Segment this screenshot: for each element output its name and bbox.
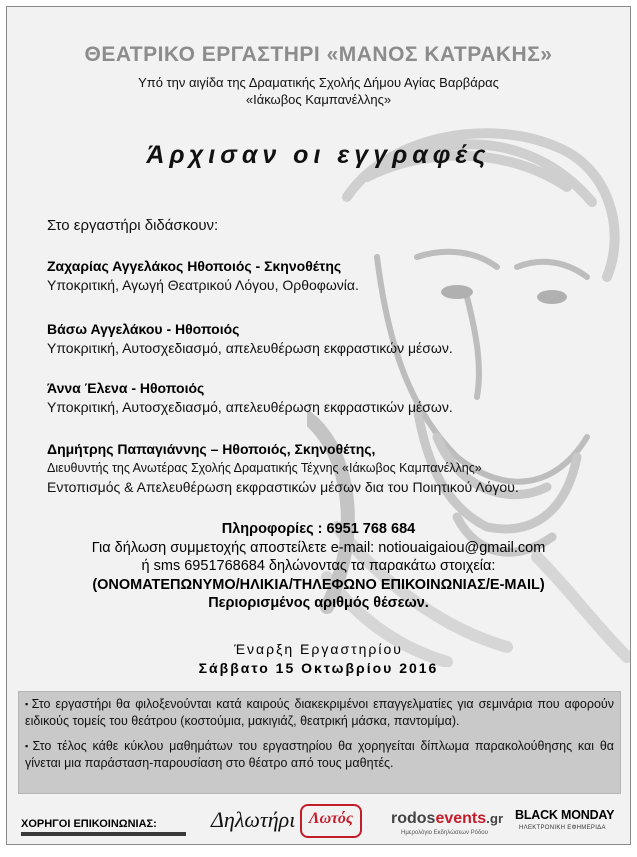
workshop-title: ΘΕΑΤΡΙΚΟ ΕΡΓΑΣΤΗΡΙ «ΜΑΝΟΣ ΚΑΤΡΑΚΗΣ» (84, 43, 553, 66)
auspices-text (7, 74, 630, 108)
teacher-role: Διευθυντής της Ανωτέρας Σχολής Δραματικής Τέχνης «Ιάκωβος Καμπανέλλης» (47, 461, 482, 475)
teacher-name: Άννα Έλενα - Ηθοποιός (47, 380, 205, 396)
start-date: Σάββατο 15 Οκτωβρίου 2016 (198, 660, 439, 676)
logo-text: Λωτός (308, 810, 354, 827)
sponsors-underline (21, 832, 186, 836)
auspices-line-1: Υπό την αιγίδα της Δραματικής Σχολής Δήμου Αγίας Βαρβάρας (138, 75, 499, 90)
teacher-subjects: Εντοπισμός & Απελευθέρωση εκφραστικών μέσων δια του Ποιητικού Λόγου. (47, 479, 519, 495)
poster (6, 6, 631, 845)
sponsors-label: ΧΟΡΗΓΟΙ ΕΠΙΚΟΙΝΩΝΙΑΣ: (21, 818, 157, 830)
sponsor-logo-dilotiri (197, 804, 296, 838)
info-phone: Πληροφορίες : 6951 768 684 (221, 521, 416, 537)
auspices-line-2: «Ιάκωβος Καμπανέλλης» (245, 92, 392, 107)
teacher-subjects: Υποκριτική, Αυτοσχεδιασμό, απελευθέρωση εκφραστικών μέσων. (47, 340, 453, 356)
logo-subtext: Ημερολόγιο Εκδηλώσεων Ρόδου (401, 830, 488, 836)
teacher-entry (47, 379, 453, 417)
logo-accent: events (435, 810, 487, 827)
logo-text: BLACK MONDAY (515, 808, 615, 822)
info-email: Για δήλωση συμμετοχής αποστείλετε e-mail: notiouaigaiou@gmail.com (91, 539, 546, 556)
teacher-subjects: Υποκριτική, Αγωγή Θεατρικού Λόγου, Ορθοφωνία. (47, 277, 359, 293)
teacher-entry (47, 320, 453, 358)
contact-info (7, 520, 630, 613)
logo-text: Δηλωτήρι (211, 807, 296, 832)
logo-ext: .gr (486, 811, 504, 826)
sponsor-logo-rodosevents (379, 804, 509, 838)
logo-subtext: ΗΛΕΚΤΡΟΝΙΚΗ ΕΦΗΜΕΡΙΔΑ (519, 825, 606, 831)
info-sms: ή sms 6951768684 δηλώνοντας τα παρακάτω στοιχεία: (141, 558, 496, 574)
bullet-icon: ▪ (25, 741, 31, 751)
teacher-entry (47, 257, 359, 295)
teacher-name: Δημήτρης Παπαγιάννης – Ηθοποιός, Σκηνοθέτης, (47, 441, 376, 457)
note-text: Στο εργαστήρι θα φιλοξενούνται κατά καιρούς διακεκριμένοι επαγγελματίες για σεμινάρια που αφορούν ειδικούς τομείς του θεάτρου (κοστούμια, μακιγιάζ, θεατρική μάσκα, παντομίμα). (25, 697, 614, 728)
teacher-subjects: Υποκριτική, Αυτοσχεδιασμό, απελευθέρωση εκφραστικών μέσων. (47, 399, 453, 415)
info-limited-seats: Περιορισμένος αριθμός θέσεων. (208, 595, 429, 611)
teacher-name: Βάσω Αγγελάκου - Ηθοποιός (47, 321, 240, 337)
logo-text (391, 810, 503, 828)
bullet-icon: ▪ (25, 699, 30, 709)
registration-headline: Άρχισαν οι εγγραφές (146, 141, 491, 169)
teacher-entry (47, 440, 519, 497)
logo-main: rodos (391, 810, 436, 827)
note-paragraph (25, 696, 614, 730)
media-sponsors (7, 802, 630, 842)
info-fields: (ΟΝΟΜΑΤΕΠΩΝΥΜΟ/ΗΛΙΚΙΑ/ΤΗΛΕΦΩΝΟ ΕΠΙΚΟΙΝΩΝΙΑΣ/E-MAIL) (92, 576, 545, 593)
teachers-intro: Στο εργαστήρι διδάσκουν: (47, 217, 219, 234)
start-label: Έναρξη Εργαστηρίου (234, 641, 403, 657)
teacher-name: Ζαχαρίας Αγγελάκος Ηθοποιός - Σκηνοθέτης (47, 258, 342, 274)
notes-box (18, 691, 621, 794)
note-text: Στο τέλος κάθε κύκλου μαθημάτων του εργαστηρίου θα χορηγείται δίπλωμα παρακολούθησης και θα γίνεται μια παράσταση-παρουσίαση στο θέατρο από τους μαθητές. (25, 739, 614, 770)
workshop-start (7, 640, 630, 678)
note-paragraph (25, 738, 614, 772)
sponsor-logo-lotos (300, 804, 362, 838)
sponsor-logo-blackmonday (515, 804, 625, 838)
